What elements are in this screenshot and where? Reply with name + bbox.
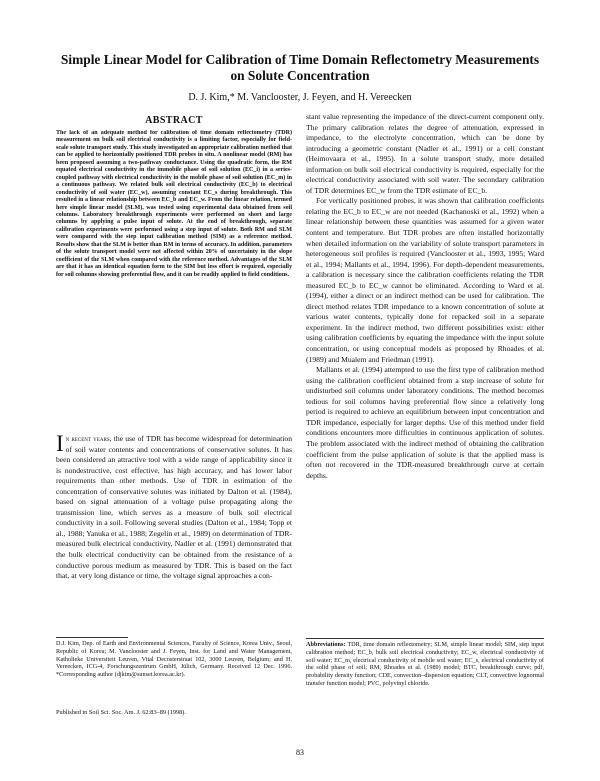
- right-paragraph-1: stant value representing the impedance of the direct-current component only. The primary calibration relates the degree of attenuation, expressed in impedance, to the electrolyte concentration, which can be done by introducing a geometric constant (Nadler et al., 1991) or a cell constant (Heimovaara et al., 1995). In a solute transport study, more detailed information on bulk soil electrical conductivity is required, especially for the electrical conductivity associated with soil water. The secondary calibration of TDR determines EC_w from the TDR estimate of EC_b.: [306, 112, 544, 195]
- intro-paragraph: the use of TDR has become widespread for determination of soil water contents and concentrations of conservative solutes. It has been considered an attractive tool with a wide range of applicability since it is nondestructive, cost effective, has high accuracy, and has lower labor requirements than other methods. Use of TDR in estimation of the concentration of conservative solutes was initiated by Dalton et al. (1984), based on signal attenuation of a voltage pulse propagating along the transmission line, which serves as a measure of bulk soil electrical conductivity in a soil. Following several studies (Dalton et al., 1984; Topp et al., 1988; Yanuka et al., 1988; Zegelin et al., 1989) on determination of TDR-measured bulk electrical conductivity, Nadler et al. (1991) demonstrated that the bulk electrical conductivity can be obtained from the resistance of a conductive porous medium as measured by TDR. This is based on the fact that, at very long distance or time, the voltage signal approaches a con-: [56, 434, 292, 581]
- publication-citation: Published in Soil Sci. Soc. Am. J. 62:83–89 (1998).: [56, 709, 186, 716]
- right-column-text: [306, 112, 544, 637]
- abstract-heading: ABSTRACT: [145, 115, 203, 126]
- abbreviations-label: Abbreviations:: [306, 641, 346, 648]
- drop-cap: I: [56, 434, 64, 456]
- paper-title: [60, 52, 540, 84]
- paper-title-line-2: on Solute Concentration: [230, 68, 370, 83]
- abstract-text: The lack of an adequate method for calibration of time domain reflectometry (TDR) measurement on bulk soil electrical conductivity is a limiting factor, especially for field-scale solute transport study. This study investigated an appropriate calibration method that can be applied to horizontally positioned TDR probes in situ. A nonlinear model (RM) has been proposed assuming a two-pathway conductance. Using the quadratic form, the RM equated electrical conductivity in the immobile phase of soil solution (EC_i) in a series-coupled pathway with electrical conductivity in the mobile phase of soil solution (EC_m) in a continuous pathway. We related bulk soil electrical conductivity (EC_b) to electrical conductivity of soil water (EC_w), assuming constant EC_s during breakthrough. This resulted in a linear relationship between EC_b and EC_w. From the linear relation, termed here simple linear model (SLM), was tested using experimental data obtained from soil columns. Laboratory breakthrough experiments were performed on short and large columns by applying a pulse input of solute. At the end of breakthrough, separate calibration experiments were performed using a step input of solute. Both RM and SLM were compared with the step input calibration method (SIM) as a reference method. Results show that the SLM is better than RM in terms of accuracy. In addition, parameters of the solute transport model were not affected within 20% of uncertainty in the slope coefficient of the SLM when compared with the reference method. Advantages of the SLM are that it has an identical equation form to the SIM but less effort is required, especially for soil columns showing preferential flow, and it can be readily applied to field conditions.: [56, 130, 292, 278]
- abbreviations-list: TDR, time domain reflectometry; SLM, simple linear model; SIM, step input calibration method; EC_b, bulk soil electrical conductivity; EC_w, electrical conductivity of soil water; EC_m, electrical conductivity of mobile soil water; EC_s, electrical conductivity of the solid phase of soil; RM, Rhoades et al. (1989) model; BTC, breakthrough curve; pdf, probability density function; CDE, convection–dispersion equation; CLT, convective lognormal transfer function model; PVC, polyvinyl chloride.: [306, 641, 544, 687]
- right-paragraph-2: For vertically positioned probes, it was shown that calibration coefficients relating the EC_b to EC_w are not needed (Kachanoski et al., 1992) when a linear relationship between these quantities was assumed for a given water content and temperature. But TDR probes are often installed horizontally when detailed information on the variability of solute transport parameters in heterogeneous soil profiles is required (Vanclooster et al., 1993, 1995; Ward et al., 1994; Mallants et al., 1994, 1996). For depth-dependent measurements, a calibration is necessary since the calibration coefficients relating the TDR measured EC_b to EC_w cannot be eliminated. According to Ward et al. (1994), either a direct or an indirect method can be used for calibration. The direct method relates TDR impedance to a known concentration of solute at various water contents, typically done for repacked soil in a separate experiment. In the indirect method, two different possibilities exist: either using calibration coefficients by equating the impedance with the input solute concentration, or using conceptual models as proposed by Rhoades et al. (1989) and Mualem and Friedman (1991).: [306, 196, 544, 364]
- abbreviations-footnote: [306, 641, 544, 701]
- right-paragraph-3: Mallants et al. (1994) attempted to use the first type of calibration method using the calibration coefficient obtained from a step increase of solute for undisturbed soil columns under laboratory conditions. The method becomes tedious for soil columns having preferential flow since a relatively long period is required to achieve an equilibrium between input concentration and TDR impedance, especially for larger depths. Use of this method under field conditions encounters more difficulties in continuous application of solutes. The problem associated with the indirect method of obtaining the calibration coefficient from the pulse application of solute is that the applied mass is often not recovered in the TDR-measured breakthrough curve at certain depths.: [306, 365, 544, 480]
- page-number: 83: [296, 748, 304, 757]
- introduction-text: [56, 434, 292, 631]
- paper-title-line-1: Simple Linear Model for Calibration of Time Domain Reflectometry Measurements: [60, 52, 540, 67]
- intro-small-caps: n recent years,: [65, 434, 112, 443]
- affiliation-footnote: D.J. Kim, Dep. of Earth and Environmental Sciences, Faculty of Science, Korea Univ., Seoul, Republic of Korea; M. Vanclooster and J. Feyen, Inst. for Land and Water Management, Katholieke Universiteit Leuven, Vital Decosterstraat 102, 3000 Leuven, Belgium; and H. Vereecken, ICG-4, Forschungszentrum GmbH, Jülich, Germany. Received 12 Dec. 1996. *Corresponding author (djkim@sunset.korea.ac.kr).: [56, 640, 292, 679]
- abbreviations-divider: [306, 638, 544, 639]
- author-list: D. J. Kim,* M. Vanclooster, J. Feyen, and H. Vereecken: [188, 92, 412, 103]
- footnote-divider: [56, 637, 128, 638]
